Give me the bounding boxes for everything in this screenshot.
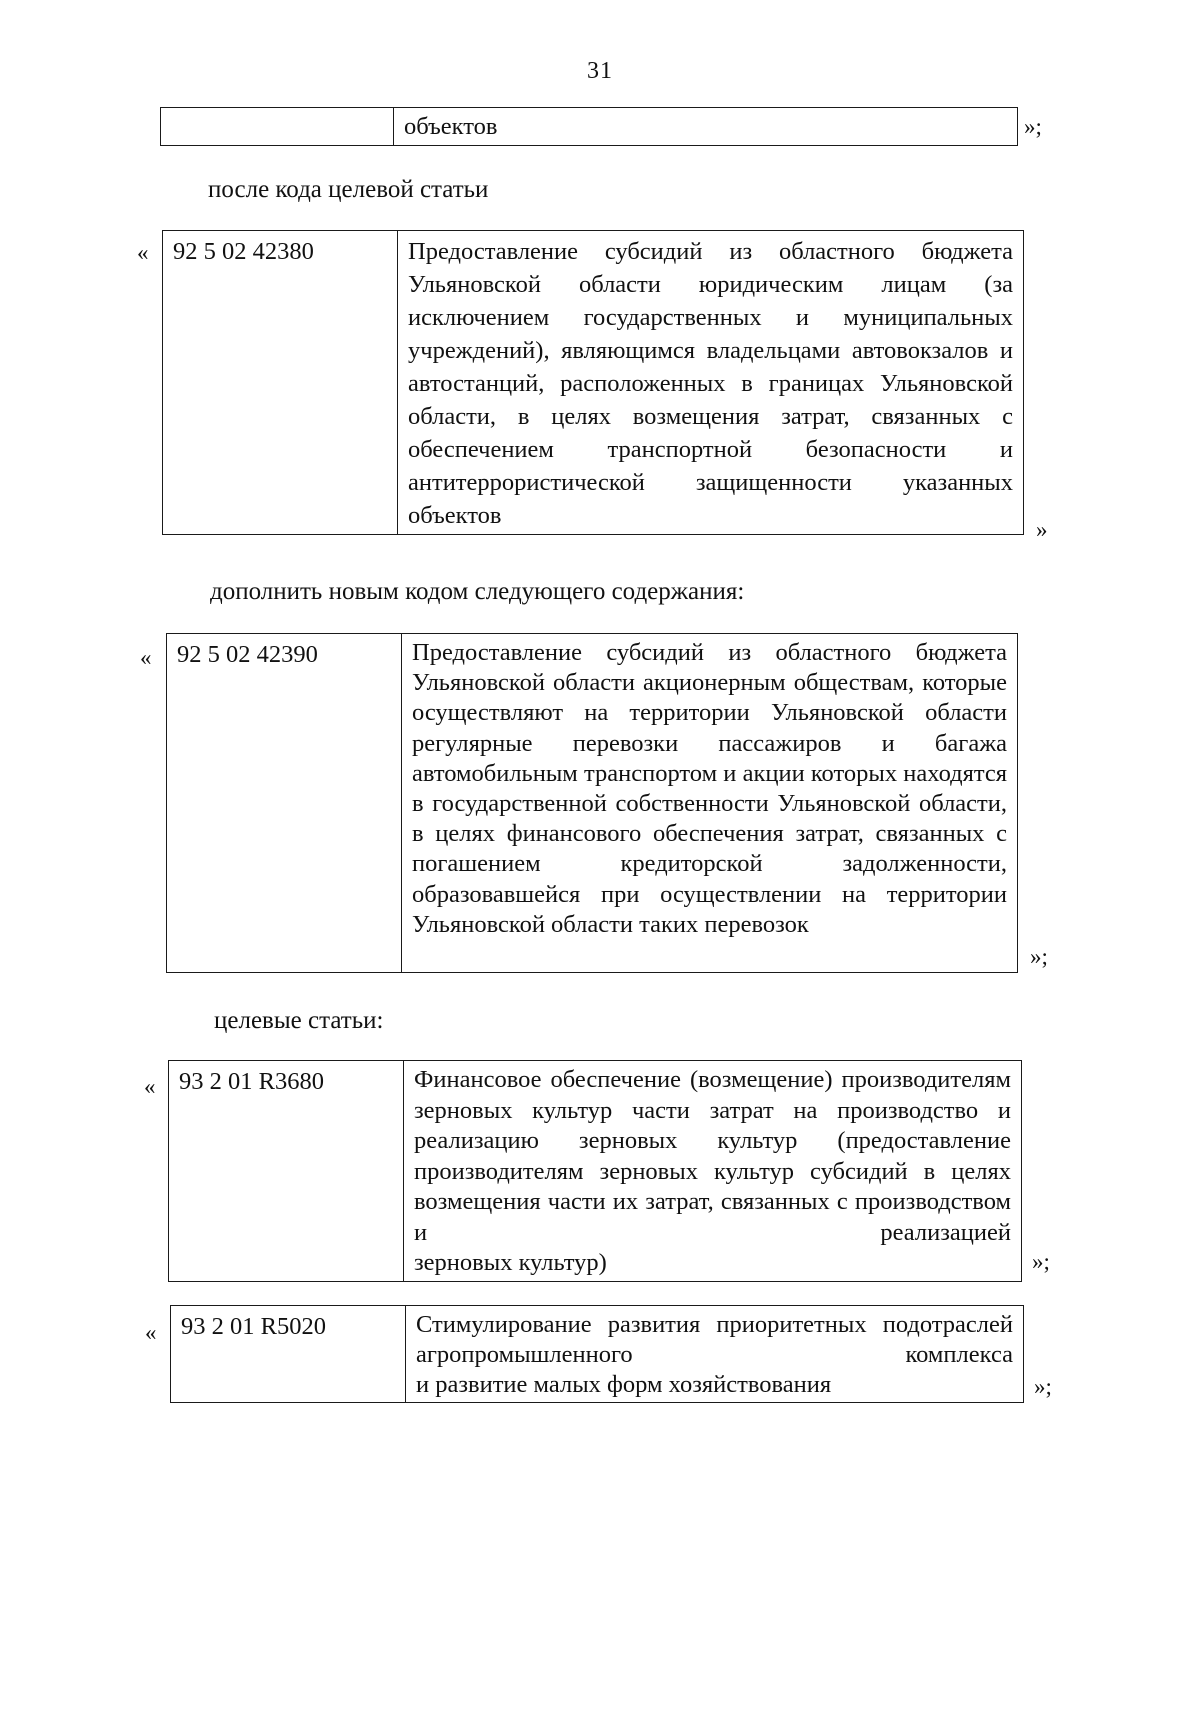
row-description-last-line: объектов: [408, 502, 502, 529]
close-quote: »;: [1030, 944, 1048, 969]
row-description-cell: [404, 1061, 1022, 1282]
row-code: 93 2 01 R3680: [179, 1068, 324, 1095]
row-code-cell: [163, 231, 398, 535]
row-code: 92 5 02 42390: [177, 641, 318, 668]
row-description-last-line: Ульяновской области таких перевозок: [412, 910, 809, 938]
row-code-cell: [171, 1306, 406, 1403]
paragraph-text: после кода целевой статьи: [208, 176, 489, 203]
row-description-last-line: и развитие малых форм хозяйствования: [416, 1371, 832, 1398]
page-number: 31: [587, 58, 613, 84]
close-quote: »;: [1034, 1374, 1052, 1399]
row-description-text: объектов: [404, 113, 498, 140]
close-quote: »;: [1024, 114, 1042, 139]
table-row-93201R3680: [168, 1060, 1022, 1282]
row-description-cell: [394, 108, 1018, 146]
table-row-92502423800: [162, 230, 1024, 535]
row-description-last-line: зерновых культур): [414, 1249, 607, 1276]
row-description-cell: [402, 634, 1018, 973]
table-row-continuation: [160, 107, 1018, 146]
row-description-text: Предоставление субсидий из областного бюджета Ульяновской области юридическим лицам (за исключением государственных и муниципальных учреждений), являющимся владельцами автовокзалов и автостанций, расположенных в границах Ульяновской области, в целях возмещения затрат, связанных с обеспечением транспортной безопасности и антитеррористической защищенности указанных: [408, 238, 1013, 496]
row-description-text: Предоставление субсидий из областного бюджета Ульяновской области акционерным обществам, которые осуществляют на территории Ульяновской области регулярные перевозки пассажиров и багажа автомобильным транспортом и акции которых находятся в государственной собственности Ульяновской области, в целях финансового обеспечения затрат, связанных с погашением кредиторской задолженности, образовавшейся при осуществлении на территории: [412, 639, 1007, 908]
paragraph-text: целевые статьи:: [214, 1007, 384, 1034]
table-row-92502423900: [166, 633, 1018, 973]
row-code-cell: [161, 108, 394, 146]
row-description-text: Финансовое обеспечение (возмещение) производителям зерновых культур части затрат на производство и реализацию зерновых культур (предоставление производителям зерновых культур субсидий в целях возмещения части их затрат, связанных с производством и реализацией: [414, 1066, 1011, 1246]
close-quote: »: [1036, 517, 1048, 542]
table-row-93201R5020: [170, 1305, 1024, 1403]
row-description-text: Стимулирование развития приоритетных подотраслей агропромышленного комплекса: [416, 1311, 1013, 1368]
row-code: 92 5 02 42380: [173, 238, 314, 265]
row-code-cell: [167, 634, 402, 973]
open-quote: «: [145, 1320, 157, 1345]
row-description-cell: [406, 1306, 1024, 1403]
close-quote: »;: [1032, 1249, 1050, 1274]
open-quote: «: [140, 645, 152, 670]
row-code: 93 2 01 R5020: [181, 1313, 326, 1340]
row-description-cell: [398, 231, 1024, 535]
paragraph-text: дополнить новым кодом следующего содержания:: [210, 578, 745, 605]
open-quote: «: [144, 1074, 156, 1099]
row-code-cell: [169, 1061, 404, 1282]
open-quote: «: [137, 240, 149, 265]
